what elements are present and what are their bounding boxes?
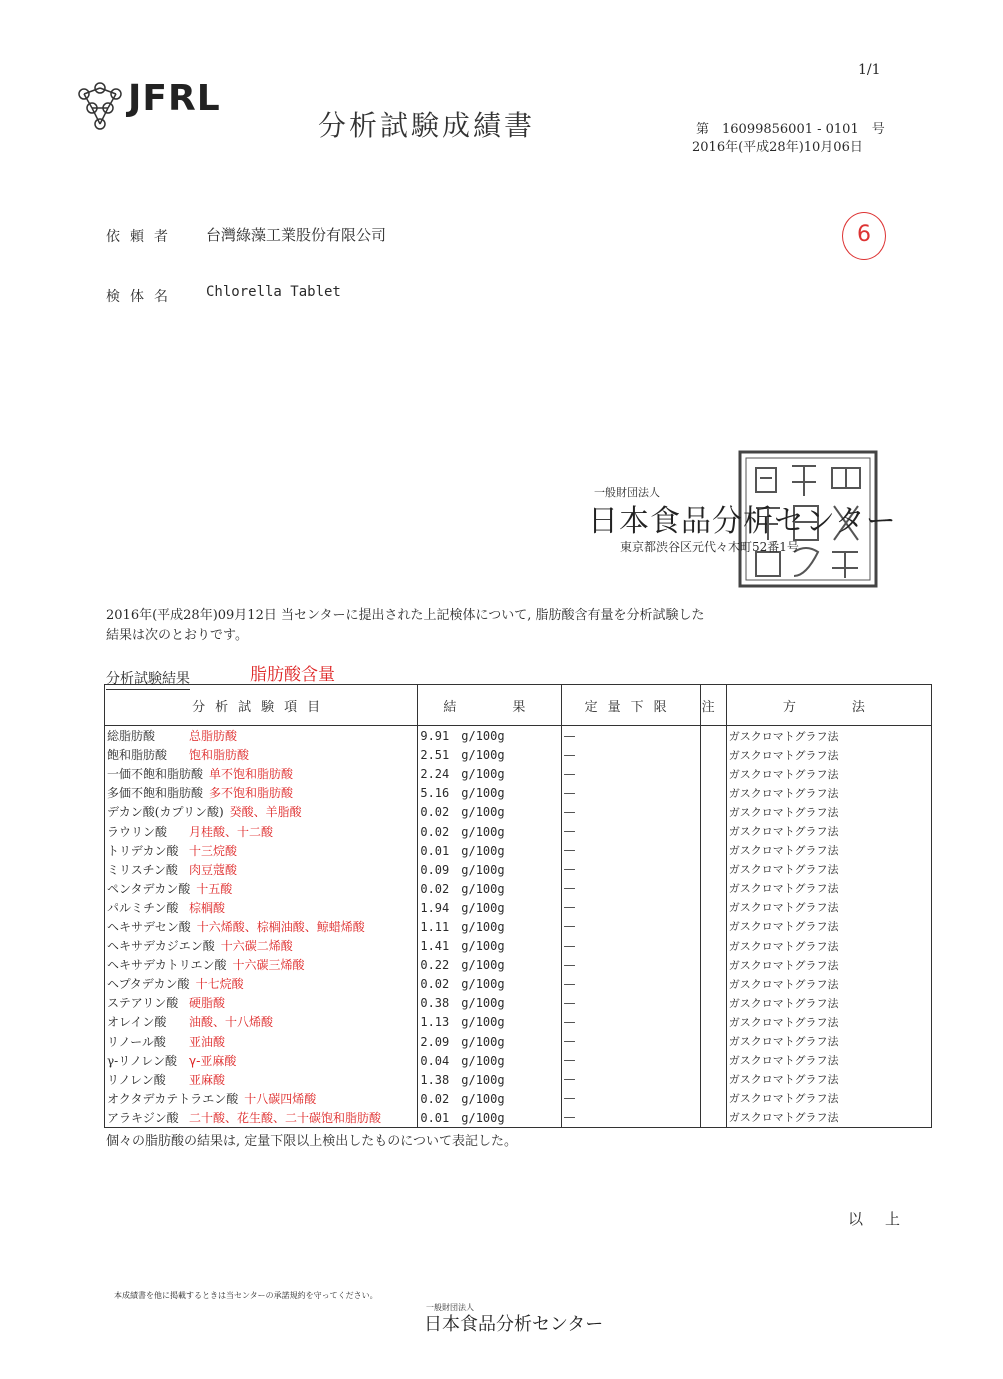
limit-value: —: [561, 1108, 700, 1128]
table-row: [105, 955, 932, 974]
handwritten-annotation: 二十酸、花生酸、二十碳饱和脂肪酸: [189, 1110, 382, 1125]
table-row: [105, 802, 932, 821]
table-row: [105, 764, 932, 783]
header-method: 方 法: [726, 685, 931, 726]
table-row: [105, 993, 932, 1012]
table-row: [105, 936, 932, 955]
item-name: ミリスチン酸: [107, 862, 178, 877]
limit-value: —: [561, 841, 700, 860]
sample-label: 検体名: [106, 289, 178, 305]
method-value: ガスクロマトグラフ法: [726, 1012, 931, 1031]
result-value: 1.13 g/100g: [418, 1012, 561, 1031]
item-name: 飽和脂肪酸: [107, 748, 168, 763]
item-name: リノール酸: [107, 1034, 166, 1049]
handwritten-annotation: 硬脂酸: [189, 996, 226, 1011]
footer-organization-type: 一般財団法人: [426, 1303, 474, 1312]
handwritten-annotation: 癸酸、羊脂酸: [229, 805, 302, 820]
organization-address: 東京都渋谷区元代々木町52番1号: [620, 540, 799, 554]
note-cell: [700, 1032, 726, 1051]
note-cell: [700, 879, 726, 898]
result-value: 0.02 g/100g: [418, 879, 561, 898]
item-name: ステアリン酸: [107, 996, 179, 1011]
limit-value: —: [561, 1070, 700, 1089]
handwritten-annotation: 十六碳三烯酸: [232, 958, 305, 973]
result-value: 0.01 g/100g: [418, 841, 561, 860]
table-row: [105, 1089, 932, 1108]
method-value: ガスクロマトグラフ法: [726, 764, 931, 783]
table-row: [105, 726, 932, 746]
note-cell: [700, 821, 726, 840]
table-row: [105, 974, 932, 993]
note-cell: [700, 1012, 726, 1031]
result-value: 0.02 g/100g: [418, 821, 561, 840]
fine-print: 本成績書を他に掲載するときは当センターの承諾規約を守ってください。: [114, 1291, 378, 1300]
note-cell: [700, 860, 726, 879]
footer-note: 個々の脂肪酸の結果は, 定量下限以上検出したものについて表記した。: [106, 1134, 518, 1149]
limit-value: —: [561, 1032, 700, 1051]
limit-value: —: [561, 764, 700, 783]
table-row: [105, 745, 932, 764]
table-row: [105, 1108, 932, 1128]
handwritten-annotation: 多不饱和脂肪酸: [209, 786, 294, 801]
method-value: ガスクロマトグラフ法: [726, 783, 931, 802]
result-value: 0.04 g/100g: [418, 1051, 561, 1070]
result-value: 0.38 g/100g: [418, 993, 561, 1012]
result-value: 0.02 g/100g: [418, 1089, 561, 1108]
table-row: [105, 783, 932, 802]
item-name: ヘキサデカジエン酸: [107, 939, 215, 954]
result-value: 1.94 g/100g: [418, 898, 561, 917]
note-cell: [700, 917, 726, 936]
handwritten-annotation: 肉豆蔻酸: [189, 862, 238, 877]
limit-value: —: [561, 726, 700, 746]
client-name: 台灣綠藻工業股份有限公司: [206, 226, 387, 244]
handwritten-annotation: 十五酸: [196, 881, 233, 896]
result-value: 2.51 g/100g: [418, 745, 561, 764]
method-value: ガスクロマトグラフ法: [726, 1089, 931, 1108]
header-note: 注: [700, 685, 726, 726]
note-cell: [700, 841, 726, 860]
method-value: ガスクロマトグラフ法: [726, 841, 931, 860]
method-value: ガスクロマトグラフ法: [726, 898, 931, 917]
limit-value: —: [561, 917, 700, 936]
item-name: パルミチン酸: [107, 900, 179, 915]
table-row: [105, 821, 932, 840]
note-cell: [700, 802, 726, 821]
limit-value: —: [561, 879, 700, 898]
client-label: 依頼者: [106, 229, 178, 245]
note-cell: [700, 764, 726, 783]
note-cell: [700, 993, 726, 1012]
limit-value: —: [561, 821, 700, 840]
logo-text: JFRL: [128, 78, 221, 119]
result-value: 0.09 g/100g: [418, 860, 561, 879]
result-value: 0.02 g/100g: [418, 802, 561, 821]
item-name: ヘキサデカトリエン酸: [107, 958, 227, 973]
note-cell: [700, 898, 726, 917]
method-value: ガスクロマトグラフ法: [726, 802, 931, 821]
handwritten-annotation: 月桂酸、十二酸: [189, 824, 274, 839]
method-value: ガスクロマトグラフ法: [726, 1032, 931, 1051]
table-row: [105, 841, 932, 860]
table-row: [105, 1070, 932, 1089]
limit-value: —: [561, 745, 700, 764]
limit-value: —: [561, 860, 700, 879]
method-value: ガスクロマトグラフ法: [726, 726, 931, 746]
method-value: ガスクロマトグラフ法: [726, 993, 931, 1012]
limit-value: —: [561, 802, 700, 821]
note-cell: [700, 936, 726, 955]
item-name: 多価不飽和脂肪酸: [107, 786, 204, 801]
handwritten-annotation: 亚油酸: [189, 1034, 226, 1049]
table-row: [105, 879, 932, 898]
handwritten-annotation: 十八碳四烯酸: [244, 1091, 317, 1106]
result-value: 9.91 g/100g: [418, 726, 561, 746]
item-name: γ-リノレン酸: [107, 1053, 177, 1068]
limit-value: —: [561, 955, 700, 974]
method-value: ガスクロマトグラフ法: [726, 974, 931, 993]
intro-line-1: 2016年(平成28年)09月12日 当センターに提出された上記検体について, 脂肪酸含有量を分析試験した: [106, 608, 705, 623]
note-cell: [700, 955, 726, 974]
note-cell: [700, 1070, 726, 1089]
method-value: ガスクロマトグラフ法: [726, 936, 931, 955]
table-header-row: [105, 685, 932, 726]
organization-type: 一般財団法人: [594, 486, 660, 499]
item-name: ヘキサデセン酸: [107, 919, 191, 934]
handwritten-annotation: γ-亚麻酸: [189, 1053, 237, 1068]
note-cell: [700, 1108, 726, 1128]
end-mark: 以上: [848, 1210, 923, 1228]
handwritten-annotation: 十六烯酸、棕榈油酸、鲸蜡烯酸: [196, 919, 365, 934]
note-cell: [700, 1089, 726, 1108]
limit-value: —: [561, 936, 700, 955]
method-value: ガスクロマトグラフ法: [726, 879, 931, 898]
method-value: ガスクロマトグラフ法: [726, 1108, 931, 1128]
limit-value: —: [561, 783, 700, 802]
note-cell: [700, 783, 726, 802]
limit-value: —: [561, 1051, 700, 1070]
method-value: ガスクロマトグラフ法: [726, 745, 931, 764]
table-row: [105, 1032, 932, 1051]
result-value: 1.11 g/100g: [418, 917, 561, 936]
handwritten-annotation: 十六碳二烯酸: [220, 939, 293, 954]
item-name: オレイン酸: [107, 1015, 167, 1030]
page-number: 1/1: [858, 62, 881, 78]
limit-value: —: [561, 1012, 700, 1031]
item-name: 一価不飽和脂肪酸: [107, 767, 204, 782]
sample-name: Chlorella Tablet: [206, 284, 341, 300]
handwritten-number-mark: 6: [842, 212, 886, 260]
method-value: ガスクロマトグラフ法: [726, 917, 931, 936]
note-cell: [700, 745, 726, 764]
handwritten-annotation: 亚麻酸: [189, 1072, 226, 1087]
method-value: ガスクロマトグラフ法: [726, 860, 931, 879]
intro-text: [106, 606, 886, 646]
note-cell: [700, 974, 726, 993]
result-value: 0.02 g/100g: [418, 974, 561, 993]
handwritten-results-note: 脂肪酸含量: [250, 665, 335, 685]
note-cell: [700, 726, 726, 746]
item-name: 総脂肪酸: [107, 729, 156, 744]
footer-organization-name: 日本食品分析センター: [424, 1314, 604, 1335]
limit-value: —: [561, 974, 700, 993]
document-title: 分析試験成績書: [318, 109, 536, 142]
result-value: 0.22 g/100g: [418, 955, 561, 974]
organization-name: 日本食品分析センター: [588, 504, 897, 539]
item-name: ラウリン酸: [107, 824, 168, 839]
handwritten-annotation: 棕榈酸: [189, 900, 226, 915]
handwritten-annotation: 油酸、十八烯酸: [189, 1015, 274, 1030]
result-value: 1.38 g/100g: [418, 1070, 561, 1089]
table-row: [105, 917, 932, 936]
results-title: 分析試験結果: [106, 668, 190, 690]
handwritten-annotation: 十七烷酸: [195, 977, 244, 992]
header-result: 結 果: [418, 685, 561, 726]
table-row: [105, 1051, 932, 1070]
header-limit: 定量下限: [561, 685, 700, 726]
item-name: リノレン酸: [107, 1072, 166, 1087]
limit-value: —: [561, 993, 700, 1012]
result-value: 2.24 g/100g: [418, 764, 561, 783]
item-name: ペンタデカン酸: [107, 881, 191, 896]
handwritten-annotation: 总脂肪酸: [189, 729, 238, 744]
item-name: トリデカン酸: [107, 843, 179, 858]
method-value: ガスクロマトグラフ法: [726, 1051, 931, 1070]
item-name: アラキジン酸: [107, 1110, 179, 1125]
result-value: 5.16 g/100g: [418, 783, 561, 802]
result-value: 0.01 g/100g: [418, 1108, 561, 1128]
intro-line-2: 結果は次のとおりです。: [106, 628, 248, 643]
method-value: ガスクロマトグラフ法: [726, 955, 931, 974]
table-row: [105, 860, 932, 879]
method-value: ガスクロマトグラフ法: [726, 1070, 931, 1089]
limit-value: —: [561, 1089, 700, 1108]
header-item: 分析試験項目: [105, 685, 418, 726]
item-name: デカン酸(カプリン酸): [107, 805, 224, 820]
method-value: ガスクロマトグラフ法: [726, 821, 931, 840]
document-date: 2016年(平成28年)10月06日: [692, 140, 863, 155]
handwritten-annotation: 十三烷酸: [189, 843, 238, 858]
results-table: [104, 684, 932, 1128]
document-number: 第 16099856001 - 0101 号: [696, 122, 885, 137]
result-value: 1.41 g/100g: [418, 936, 561, 955]
result-value: 2.09 g/100g: [418, 1032, 561, 1051]
handwritten-annotation: 单不饱和脂肪酸: [209, 767, 294, 782]
table-row: [105, 1012, 932, 1031]
table-row: [105, 898, 932, 917]
item-name: オクタデカテトラエン酸: [107, 1091, 239, 1106]
limit-value: —: [561, 898, 700, 917]
note-cell: [700, 1051, 726, 1070]
item-name: ヘプタデカン酸: [107, 977, 190, 992]
handwritten-annotation: 饱和脂肪酸: [189, 748, 250, 763]
